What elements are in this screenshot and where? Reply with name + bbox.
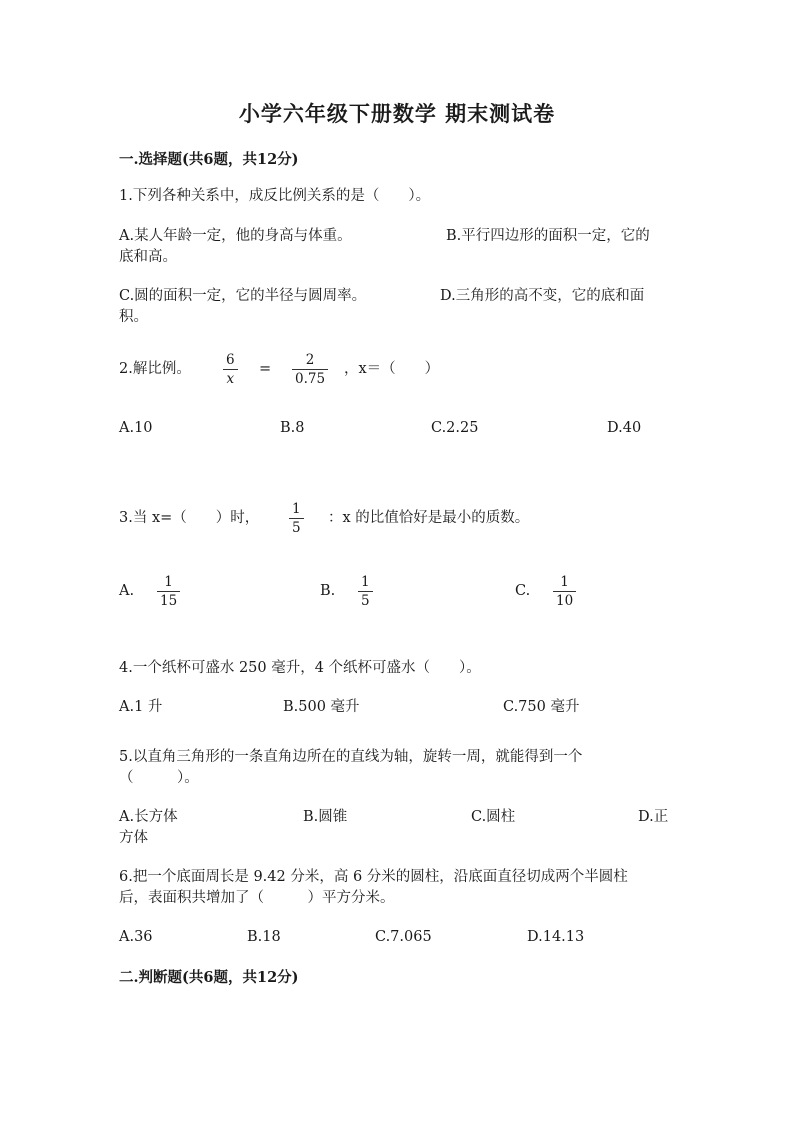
section-heading-choice: 一.选择题(共6题，共12分) [119,151,299,168]
question-5-stem: 5.以直角三角形的一条直角边所在的直线为轴，旋转一周，就能得到一个 [119,749,583,765]
fraction-bar [553,591,576,592]
question-3-option-a-label: A. [119,583,135,599]
question-3-option-a-fraction [157,574,180,609]
fraction-numerator: 6 [226,352,235,368]
fraction-bar [292,369,328,370]
fraction-numerator: 1 [560,574,569,590]
question-5-option-d-continued: 方体 [119,830,148,846]
question-2-option-c: C.2.25 [431,420,479,436]
question-6-option-a: A.36 [119,929,153,945]
question-3-option-b-label: B. [320,583,336,599]
question-1-option-c: C.圆的面积一定，它的半径与圆周率。 [119,288,367,304]
question-6-option-b: B.18 [247,929,281,945]
question-5-option-d: D.正 [638,809,669,825]
fraction-denominator: 5 [292,520,301,536]
question-2-equals: = [259,361,272,377]
question-6-option-d: D.14.13 [527,929,585,945]
question-2-fraction-2 [292,352,328,387]
question-4-option-a: A.1 升 [119,699,163,715]
section-heading-judgement: 二.判断题(共6题，共12分) [119,969,299,986]
fraction-numerator: 1 [164,574,173,590]
fraction-bar [289,518,304,519]
question-2-prefix: 2.解比例。 [119,361,191,377]
page-title: 小学六年级下册数学 期末测试卷 [238,101,556,126]
fraction-denominator: x [226,371,235,387]
question-5-option-a: A.长方体 [119,809,178,825]
question-1-option-b: B.平行四边形的面积一定，它的 [446,228,650,244]
question-3-suffix: ：x 的比值恰好是最小的质数。 [328,510,530,526]
question-4-option-c: C.750 毫升 [503,699,580,715]
question-2-option-d: D.40 [607,420,642,436]
fraction-denominator: 10 [556,593,574,609]
question-3-option-c-fraction [553,574,576,609]
question-2-option-b: B.8 [280,420,305,436]
fraction-denominator: 15 [160,593,178,609]
question-6-option-c: C.7.065 [375,929,432,945]
fraction-bar [358,591,373,592]
fraction-denominator: 0.75 [295,371,326,387]
question-1-option-d: D.三角形的高不变，它的底和面 [440,288,645,304]
fraction-bar [223,369,238,370]
question-1-stem: 1.下列各种关系中，成反比例关系的是（ ）。 [119,188,431,204]
fraction-numerator: 2 [305,352,315,368]
fraction-denominator: 5 [361,593,370,609]
question-6-stem: 6.把一个底面周长是 9.42 分米，高 6 分米的圆柱，沿底面直径切成两个半圆柱 [119,869,628,885]
fraction-bar [157,591,180,592]
question-2-option-a: A.10 [119,420,153,436]
question-6-stem-continued: 后，表面积共增加了（ ）平方分米。 [119,890,395,906]
question-3-fraction [289,501,304,536]
fraction-numerator: 1 [361,574,370,590]
question-5-option-c: C.圆柱 [471,809,516,825]
question-3-prefix: 3.当 x=（ ）时， [119,510,260,526]
question-2-suffix: ，x＝（ ） [344,361,440,377]
question-1-option-a: A.某人年龄一定，他的身高与体重。 [119,228,352,244]
fraction-numerator: 1 [292,501,301,517]
question-2-fraction-1 [223,352,238,387]
question-3-option-b-fraction [358,574,373,609]
question-4-option-b: B.500 毫升 [283,699,360,715]
question-5-option-b: B.圆锥 [303,809,348,825]
question-3-option-c-label: C. [515,583,531,599]
question-1-option-d-continued: 积。 [119,309,148,325]
question-5-stem-continued: （ ）。 [119,770,199,786]
question-4-stem: 4.一个纸杯可盛水 250 毫升，4 个纸杯可盛水（ ）。 [119,660,481,676]
question-1-option-b-continued: 底和高。 [119,249,177,265]
